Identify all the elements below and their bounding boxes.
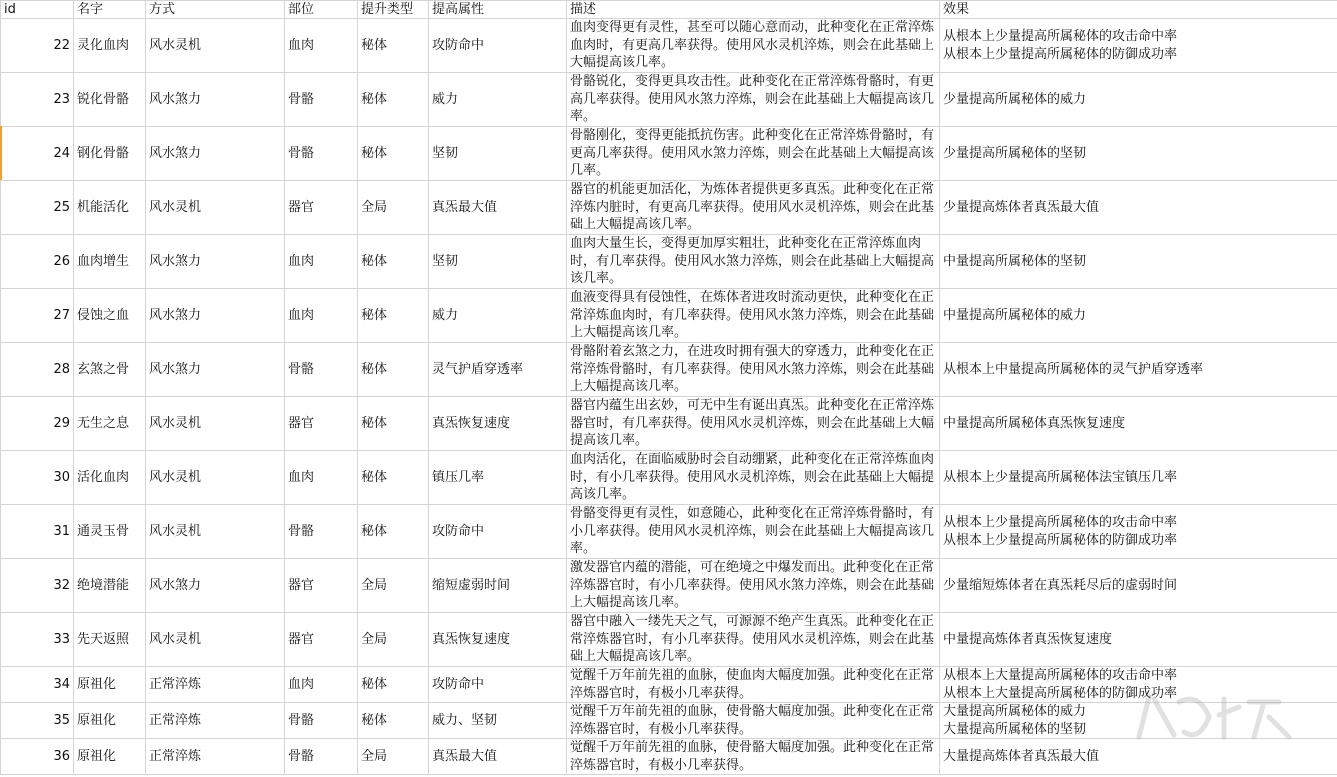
- effect-line: 从根本上大量提高所属秘体的防御成功率: [943, 685, 1178, 701]
- cell-attr[interactable]: 威力、坚韧: [429, 703, 567, 739]
- table-row[interactable]: [1, 613, 1337, 667]
- cell-type[interactable]: 秘体: [358, 73, 429, 127]
- cell-type[interactable]: 全局: [358, 613, 429, 667]
- cell-type[interactable]: 秘体: [358, 397, 429, 451]
- cell-id[interactable]: 26: [1, 235, 74, 289]
- cell-effect[interactable]: [940, 397, 1337, 451]
- effect-line: 中量提高炼体者真炁恢复速度: [943, 631, 1113, 647]
- cell-name[interactable]: 活化血肉: [74, 451, 146, 505]
- column-header-part[interactable]: 部位: [285, 1, 358, 19]
- effect-line: 从根本上少量提高所属秘体的防御成功率: [943, 532, 1178, 548]
- table-row[interactable]: [1, 739, 1337, 775]
- cell-desc[interactable]: 觉醒千万年前先祖的血脉，使骨骼大幅度加强。此种变化在正常淬炼器官时，有极小几率获得。: [567, 739, 940, 775]
- cell-id[interactable]: 35: [1, 703, 74, 739]
- column-header-name[interactable]: 名字: [74, 1, 146, 19]
- column-header-attr[interactable]: 提高属性: [429, 1, 567, 19]
- cell-type[interactable]: 秘体: [358, 343, 429, 397]
- cell-name[interactable]: 原祖化: [74, 739, 146, 775]
- effect-line: 从根本上少量提高所属秘体的攻击命中率: [943, 515, 1178, 530]
- cell-type[interactable]: 秘体: [358, 19, 429, 73]
- cell-desc[interactable]: 器官中融入一缕先天之气，可源源不绝产生真炁。此种变化在正常淬炼器官时，有小几率获得。使用风水灵机淬炼，则会在此基础上大幅提高该几率。: [567, 613, 940, 667]
- cell-attr[interactable]: 坚韧: [429, 127, 567, 181]
- cell-attr[interactable]: 攻防命中: [429, 19, 567, 73]
- cell-desc[interactable]: 骨骼变得更有灵性，如意随心，此种变化在正常淬炼骨骼时，有小几率获得。使用风水灵机淬炼，则会在此基础上大幅提高该几率。: [567, 505, 940, 559]
- cell-effect[interactable]: [940, 739, 1337, 775]
- cell-type[interactable]: 全局: [358, 559, 429, 613]
- cell-part[interactable]: 骨骼: [285, 343, 358, 397]
- cell-id[interactable]: 22: [1, 19, 74, 73]
- cell-type[interactable]: 秘体: [358, 703, 429, 739]
- cell-part[interactable]: 器官: [285, 559, 358, 613]
- cell-id[interactable]: 25: [1, 181, 74, 235]
- cell-name[interactable]: 锐化骨骼: [74, 73, 146, 127]
- cell-name[interactable]: 玄煞之骨: [74, 343, 146, 397]
- cell-method[interactable]: 风水煞力: [146, 235, 285, 289]
- cell-effect[interactable]: [940, 73, 1337, 127]
- cell-method[interactable]: 风水煞力: [146, 343, 285, 397]
- cell-id[interactable]: 27: [1, 289, 74, 343]
- cell-part[interactable]: 骨骼: [285, 505, 358, 559]
- cell-desc[interactable]: 器官内蕴生出玄妙，可无中生有诞出真炁。此种变化在正常淬炼器官时，有几率获得。使用风水灵机淬炼，则会在此基础上大幅提高该几率。: [567, 397, 940, 451]
- table-row[interactable]: [1, 703, 1337, 739]
- cell-method[interactable]: 风水灵机: [146, 613, 285, 667]
- cell-desc[interactable]: 血液变得具有侵蚀性，在炼体者进攻时流动更快，此种变化在正常淬炼血肉时，有几率获得。使用风水煞力淬炼，则会在此基础上大幅提高该几率。: [567, 289, 940, 343]
- effect-line: 少量提高所属秘体的威力: [943, 91, 1087, 107]
- cell-id[interactable]: 34: [1, 667, 74, 703]
- cell-name[interactable]: 原祖化: [74, 703, 146, 739]
- effect-line: 大量提高所属秘体的威力: [943, 704, 1087, 719]
- cell-desc[interactable]: 骨骼锐化，变得更具攻击性。此种变化在正常淬炼骨骼时，有更高几率获得。使用风水煞力淬炼，则会在此基础上大幅提高该几率。: [567, 73, 940, 127]
- cell-effect[interactable]: [940, 127, 1337, 181]
- cell-desc[interactable]: 觉醒千万年前先祖的血脉，使骨骼大幅度加强。此种变化在正常淬炼器官时，有极小几率获得。: [567, 703, 940, 739]
- cell-effect[interactable]: [940, 289, 1337, 343]
- cell-id[interactable]: 24: [1, 127, 74, 181]
- cell-type[interactable]: 全局: [358, 739, 429, 775]
- cell-effect[interactable]: [940, 19, 1337, 73]
- effect-line: 从根本上少量提高所属秘体法宝镇压几率: [943, 469, 1178, 485]
- effect-line: 少量缩短炼体者在真炁耗尽后的虚弱时间: [943, 577, 1178, 593]
- cell-method[interactable]: 正常淬炼: [146, 739, 285, 775]
- table-row[interactable]: [1, 73, 1337, 127]
- cell-desc[interactable]: 器官的机能更加活化，为炼体者提供更多真炁。此种变化在正常淬炼内脏时，有更高几率获得。使用风水灵机淬炼，则会在此基础上大幅提高该几率。: [567, 181, 940, 235]
- cell-attr[interactable]: 威力: [429, 73, 567, 127]
- cell-method[interactable]: 风水灵机: [146, 451, 285, 505]
- column-header-desc[interactable]: 描述: [567, 1, 940, 19]
- effect-line: 中量提高所属秘体真炁恢复速度: [943, 415, 1126, 431]
- cell-method[interactable]: 风水煞力: [146, 559, 285, 613]
- cell-desc[interactable]: 觉醒千万年前先祖的血脉，使血肉大幅度加强。此种变化在正常淬炼器官时，有极小几率获得。: [567, 667, 940, 703]
- cell-name[interactable]: 血肉增生: [74, 235, 146, 289]
- cell-desc[interactable]: 血肉变得更有灵性，甚至可以随心意而动，此种变化在正常淬炼血肉时，有更高几率获得。使用风水灵机淬炼，则会在此基础上大幅提高该几率。: [567, 19, 940, 73]
- cell-attr[interactable]: 缩短虚弱时间: [429, 559, 567, 613]
- table-row[interactable]: [1, 289, 1337, 343]
- table-row[interactable]: [1, 181, 1337, 235]
- cell-attr[interactable]: 攻防命中: [429, 505, 567, 559]
- cell-attr[interactable]: 真炁恢复速度: [429, 397, 567, 451]
- cell-type[interactable]: 秘体: [358, 667, 429, 703]
- cell-id[interactable]: 28: [1, 343, 74, 397]
- cell-method[interactable]: 风水灵机: [146, 397, 285, 451]
- cell-desc[interactable]: 血肉大量生长，变得更加厚实粗壮，此种变化在正常淬炼血肉时，有几率获得。使用风水煞力淬炼，则会在此基础上大幅提高该几率。: [567, 235, 940, 289]
- cell-type[interactable]: 秘体: [358, 505, 429, 559]
- cell-method[interactable]: 风水煞力: [146, 289, 285, 343]
- cell-method[interactable]: 风水煞力: [146, 127, 285, 181]
- cell-id[interactable]: 29: [1, 397, 74, 451]
- cell-name[interactable]: 灵化血肉: [74, 19, 146, 73]
- cell-attr[interactable]: 威力: [429, 289, 567, 343]
- effect-line: 少量提高所属秘体的坚韧: [943, 145, 1087, 161]
- cell-id[interactable]: 32: [1, 559, 74, 613]
- cell-part[interactable]: 骨骼: [285, 739, 358, 775]
- column-header-type[interactable]: 提升类型: [358, 1, 429, 19]
- cell-name[interactable]: 机能活化: [74, 181, 146, 235]
- header-row: [1, 1, 1337, 19]
- table-row[interactable]: [1, 127, 1337, 181]
- table-row[interactable]: [1, 559, 1337, 613]
- cell-name[interactable]: 绝境潜能: [74, 559, 146, 613]
- effect-line: 少量提高炼体者真炁最大值: [943, 199, 1100, 215]
- cell-attr[interactable]: 真炁最大值: [429, 739, 567, 775]
- effect-line: 从根本上少量提高所属秘体的防御成功率: [943, 46, 1178, 62]
- cell-attr[interactable]: 坚韧: [429, 235, 567, 289]
- effect-line: 从根本上大量提高所属秘体的攻击命中率: [943, 668, 1178, 683]
- column-header-id[interactable]: id: [1, 1, 74, 19]
- table-row[interactable]: [1, 235, 1337, 289]
- cell-type[interactable]: 秘体: [358, 127, 429, 181]
- cell-part[interactable]: 血肉: [285, 667, 358, 703]
- column-header-effect[interactable]: 效果: [940, 1, 1337, 19]
- cell-id[interactable]: 30: [1, 451, 74, 505]
- cell-effect[interactable]: [940, 181, 1337, 235]
- cell-name[interactable]: 通灵玉骨: [74, 505, 146, 559]
- table-row[interactable]: [1, 505, 1337, 559]
- cell-effect[interactable]: [940, 235, 1337, 289]
- table-row[interactable]: [1, 343, 1337, 397]
- cell-desc[interactable]: 骨骼刚化，变得更能抵抗伤害。此种变化在正常淬炼骨骼时，有更高几率获得。使用风水煞力淬炼，则会在此基础上大幅提高该几率。: [567, 127, 940, 181]
- cell-id[interactable]: 36: [1, 739, 74, 775]
- cell-type[interactable]: 秘体: [358, 289, 429, 343]
- effect-line: 大量提高所属秘体的坚韧: [943, 721, 1087, 737]
- cell-method[interactable]: 风水灵机: [146, 19, 285, 73]
- cell-part[interactable]: 骨骼: [285, 127, 358, 181]
- cell-attr[interactable]: 真炁恢复速度: [429, 613, 567, 667]
- cell-name[interactable]: 无生之息: [74, 397, 146, 451]
- row-marker: [0, 126, 2, 180]
- cell-part[interactable]: 器官: [285, 181, 358, 235]
- cell-desc[interactable]: 激发器官内蕴的潜能，可在绝境之中爆发而出。此种变化在正常淬炼器官时，有小几率获得。使用风水煞力淬炼，则会在此基础上大幅提高该几率。: [567, 559, 940, 613]
- cell-desc[interactable]: 血肉活化，在面临威胁时会自动绷紧，此种变化在正常淬炼血肉时，有小几率获得。使用风水灵机淬炼，则会在此基础上大幅提高该几率。: [567, 451, 940, 505]
- cell-effect[interactable]: [940, 505, 1337, 559]
- cell-part[interactable]: 骨骼: [285, 703, 358, 739]
- cell-attr[interactable]: 真炁最大值: [429, 181, 567, 235]
- cell-id[interactable]: 23: [1, 73, 74, 127]
- cell-method[interactable]: 正常淬炼: [146, 667, 285, 703]
- cell-effect[interactable]: [940, 559, 1337, 613]
- effect-line: 中量提高所属秘体的威力: [943, 307, 1087, 323]
- effect-line: 大量提高炼体者真炁最大值: [943, 748, 1100, 764]
- cell-type[interactable]: 秘体: [358, 235, 429, 289]
- table-row[interactable]: [1, 397, 1337, 451]
- table-row[interactable]: [1, 667, 1337, 703]
- cell-effect[interactable]: [940, 667, 1337, 703]
- cell-name[interactable]: 侵蚀之血: [74, 289, 146, 343]
- cell-part[interactable]: 器官: [285, 397, 358, 451]
- cell-method[interactable]: 风水灵机: [146, 505, 285, 559]
- table-row[interactable]: [1, 19, 1337, 73]
- cell-part[interactable]: 血肉: [285, 19, 358, 73]
- cell-attr[interactable]: 攻防命中: [429, 667, 567, 703]
- cell-name[interactable]: 原祖化: [74, 667, 146, 703]
- cell-part[interactable]: 血肉: [285, 451, 358, 505]
- cell-part[interactable]: 骨骼: [285, 73, 358, 127]
- effect-line: 从根本上少量提高所属秘体的攻击命中率: [943, 29, 1178, 44]
- cell-part[interactable]: 器官: [285, 613, 358, 667]
- cell-effect[interactable]: [940, 703, 1337, 739]
- cell-effect[interactable]: [940, 613, 1337, 667]
- table-row[interactable]: [1, 451, 1337, 505]
- column-header-method[interactable]: 方式: [146, 1, 285, 19]
- cell-name[interactable]: 钢化骨骼: [74, 127, 146, 181]
- effect-line: 中量提高所属秘体的坚韧: [943, 253, 1087, 269]
- cell-method[interactable]: 风水煞力: [146, 73, 285, 127]
- effect-line: 从根本上中量提高所属秘体的灵气护盾穿透率: [943, 361, 1204, 377]
- cell-attr[interactable]: 镇压几率: [429, 451, 567, 505]
- cell-type[interactable]: 秘体: [358, 451, 429, 505]
- cell-method[interactable]: 风水灵机: [146, 181, 285, 235]
- cell-effect[interactable]: [940, 343, 1337, 397]
- cell-name[interactable]: 先天返照: [74, 613, 146, 667]
- cell-attr[interactable]: 灵气护盾穿透率: [429, 343, 567, 397]
- cell-part[interactable]: 血肉: [285, 289, 358, 343]
- cell-type[interactable]: 全局: [358, 181, 429, 235]
- cell-effect[interactable]: [940, 451, 1337, 505]
- cell-id[interactable]: 31: [1, 505, 74, 559]
- cell-desc[interactable]: 骨骼附着玄煞之力，在进攻时拥有强大的穿透力，此种变化在正常淬炼骨骼时，有几率获得。使用风水煞力淬炼，则会在此基础上大幅提高该几率。: [567, 343, 940, 397]
- cell-id[interactable]: 33: [1, 613, 74, 667]
- cell-method[interactable]: 正常淬炼: [146, 703, 285, 739]
- cell-part[interactable]: 血肉: [285, 235, 358, 289]
